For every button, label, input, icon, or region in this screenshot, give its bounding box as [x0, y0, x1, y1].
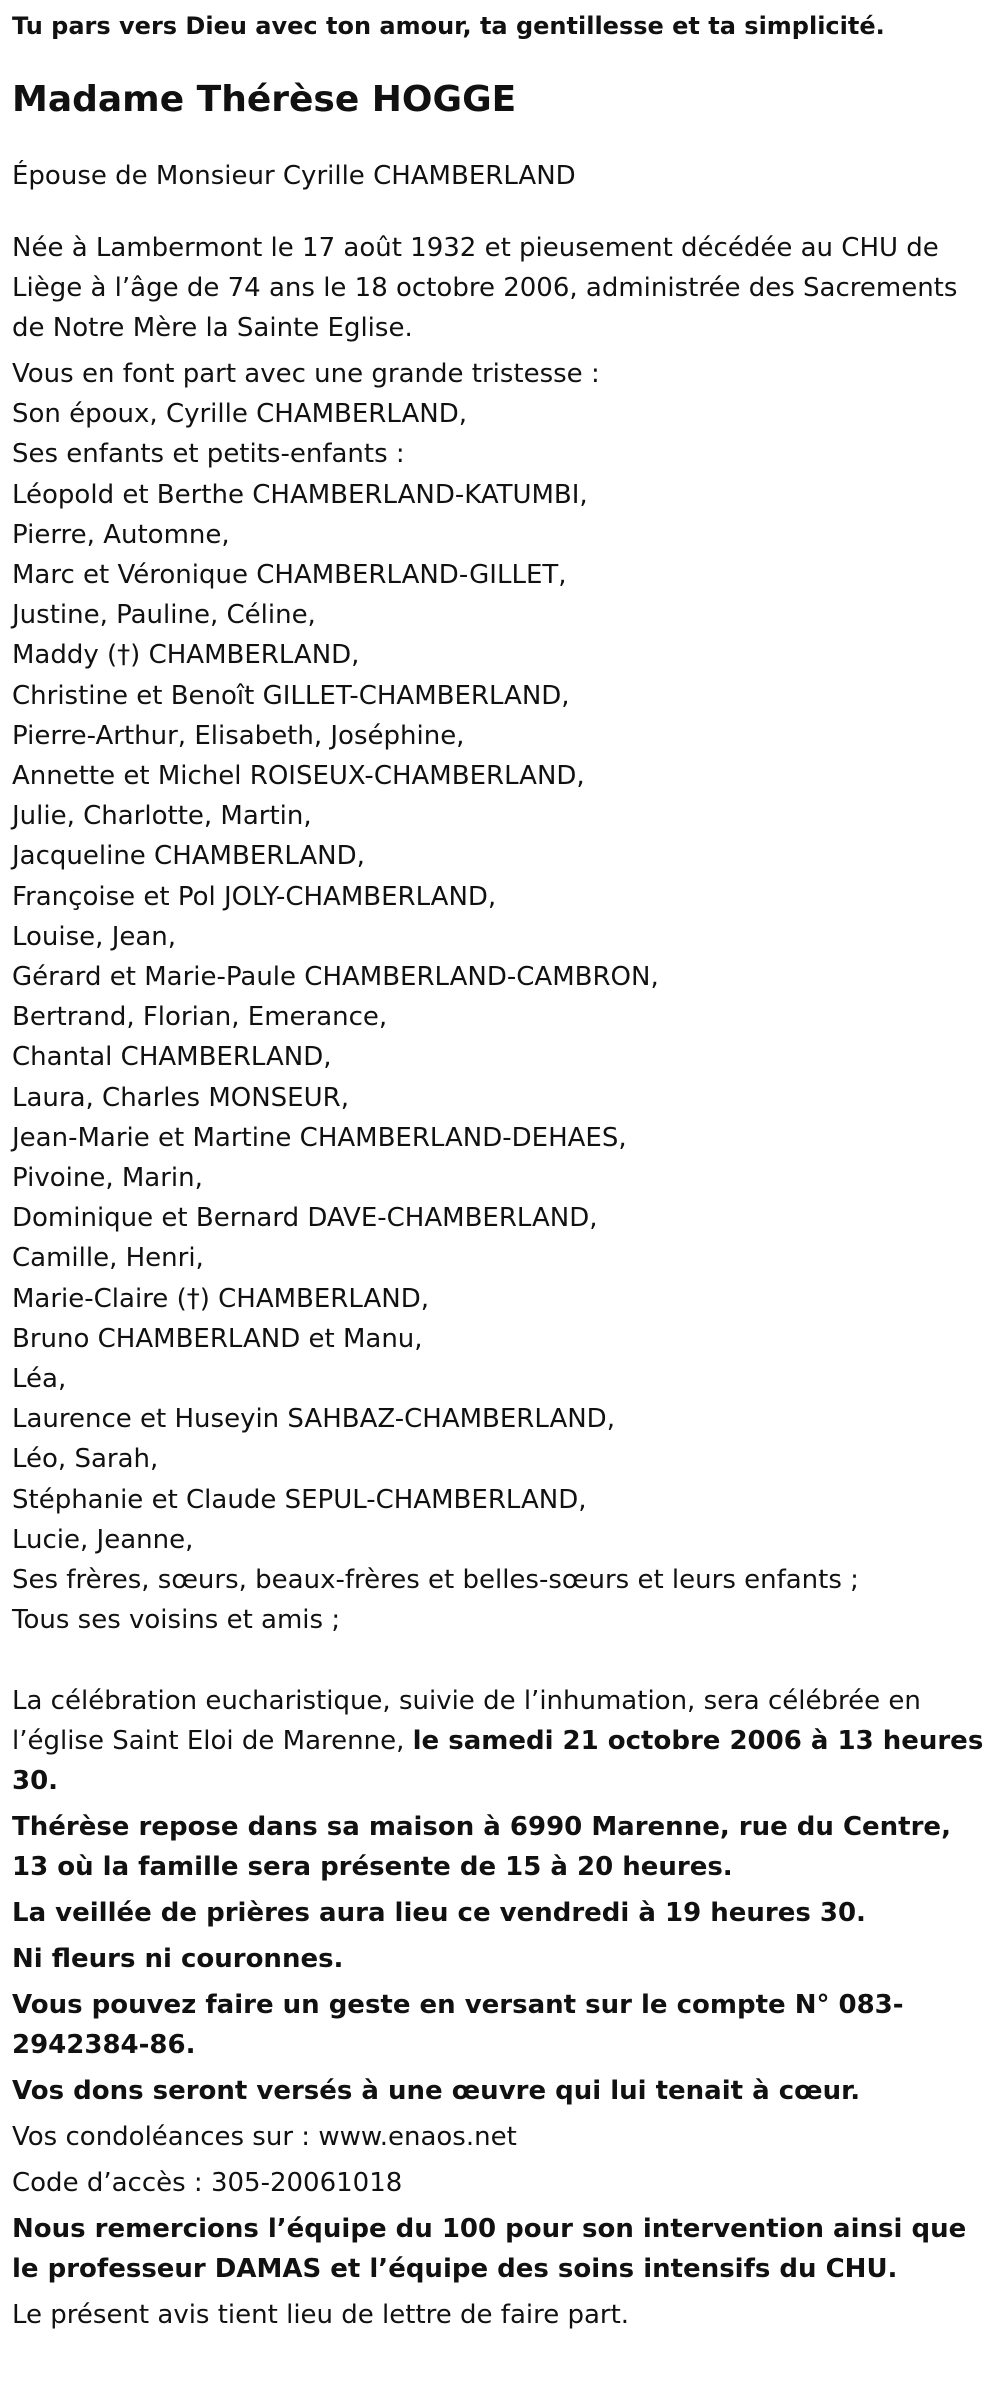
- family-line: Bruno CHAMBERLAND et Manu,: [12, 1323, 423, 1354]
- family-line: Chantal CHAMBERLAND,: [12, 1042, 332, 1073]
- family-line: Laurence et Huseyin SAHBAZ-CHAMBERLAND,: [12, 1404, 615, 1435]
- epigraph: Tu pars vers Dieu avec ton amour, ta gentillesse et ta simplicité.: [12, 12, 885, 40]
- family-line: Pierre, Automne,: [12, 519, 230, 550]
- family-line: Bertrand, Florian, Emerance,: [12, 1002, 388, 1033]
- family-line: Jacqueline CHAMBERLAND,: [12, 841, 365, 872]
- vigil-paragraph: La veillée de prières aura lieu ce vendredi à 19 heures 30.: [12, 1897, 866, 1928]
- access-code-line: Code d’accès : 305-20061018: [12, 2167, 403, 2198]
- family-line: Ses frères, sœurs, beaux-frères et belles-sœurs et leurs enfants ;: [12, 1565, 859, 1596]
- family-line: Lucie, Jeanne,: [12, 1524, 194, 1555]
- family-line: Louise, Jean,: [12, 921, 177, 952]
- family-line: Gérard et Marie-Paule CHAMBERLAND-CAMBRON,: [12, 962, 659, 993]
- family-line: Camille, Henri,: [12, 1243, 204, 1274]
- condolences-line: Vos condoléances sur : www.enaos.net: [12, 2121, 517, 2152]
- no-flowers-paragraph: Ni fleurs ni couronnes.: [12, 1943, 344, 1974]
- deceased-name-title: Madame Thérèse HOGGE: [12, 79, 517, 120]
- family-line: Maddy (†) CHAMBERLAND,: [12, 640, 360, 671]
- family-line: Françoise et Pol JOLY-CHAMBERLAND,: [12, 881, 497, 912]
- ceremony-date: le samedi 21 octobre 2006 à 13 heures 30.: [12, 1725, 984, 1796]
- family-line: Justine, Pauline, Céline,: [12, 600, 316, 631]
- family-line: Pivoine, Marin,: [12, 1163, 203, 1194]
- family-line: Julie, Charlotte, Martin,: [12, 801, 312, 832]
- spouse-line: Épouse de Monsieur Cyrille CHAMBERLAND: [12, 161, 576, 191]
- donation-note: Vos dons seront versés à une œuvre qui lui tenait à cœur.: [12, 2075, 861, 2106]
- family-line: Annette et Michel ROISEUX-CHAMBERLAND,: [12, 761, 585, 792]
- ceremony-paragraph: [12, 1681, 988, 1801]
- thanks-paragraph: Nous remercions l’équipe du 100 pour son intervention ainsi que le professeur DAMAS et l’équipe des soins intensifs du CHU.: [12, 2213, 967, 2284]
- family-line: Vous en font part avec une grande tristesse :: [12, 359, 600, 389]
- family-line: Stéphanie et Claude SEPUL-CHAMBERLAND,: [12, 1484, 587, 1515]
- repose-paragraph: Thérèse repose dans sa maison à 6990 Marenne, rue du Centre, 13 où la famille sera présente de 15 à 20 heures.: [12, 1811, 951, 1882]
- family-line: Léopold et Berthe CHAMBERLAND-KATUMBI,: [12, 479, 588, 510]
- family-line: Dominique et Bernard DAVE-CHAMBERLAND,: [12, 1203, 598, 1234]
- birth-death-paragraph: Née à Lambermont le 17 août 1932 et pieusement décédée au CHU de Liège à l’âge de 74 ans le 18 octobre 2006, administrée des Sacrements de Notre Mère la Sainte Eglise.: [12, 233, 958, 343]
- family-line: Laura, Charles MONSEUR,: [12, 1082, 349, 1113]
- donation-paragraph: Vous pouvez faire un geste en versant sur le compte N° 083-2942384-86.: [12, 1989, 904, 2060]
- ceremony-text: La célébration eucharistique, suivie de l’inhumation, sera célébrée en l’église Saint Eloi de Marenne,: [12, 1685, 921, 1756]
- family-line: Christine et Benoît GILLET-CHAMBERLAND,: [12, 680, 570, 711]
- family-line: Marc et Véronique CHAMBERLAND-GILLET,: [12, 560, 567, 591]
- family-line: Ses enfants et petits-enfants :: [12, 439, 405, 470]
- family-line: Marie-Claire (†) CHAMBERLAND,: [12, 1283, 429, 1314]
- family-line: Léo, Sarah,: [12, 1444, 159, 1475]
- family-line: Son époux, Cyrille CHAMBERLAND,: [12, 399, 467, 430]
- family-line: Léa,: [12, 1364, 67, 1395]
- family-line: Jean-Marie et Martine CHAMBERLAND-DEHAES,: [12, 1122, 627, 1153]
- family-line: Tous ses voisins et amis ;: [12, 1605, 341, 1636]
- closing-line: Le présent avis tient lieu de lettre de faire part.: [12, 2299, 630, 2330]
- family-line: Pierre-Arthur, Elisabeth, Joséphine,: [12, 720, 465, 751]
- family-list: [12, 354, 988, 1641]
